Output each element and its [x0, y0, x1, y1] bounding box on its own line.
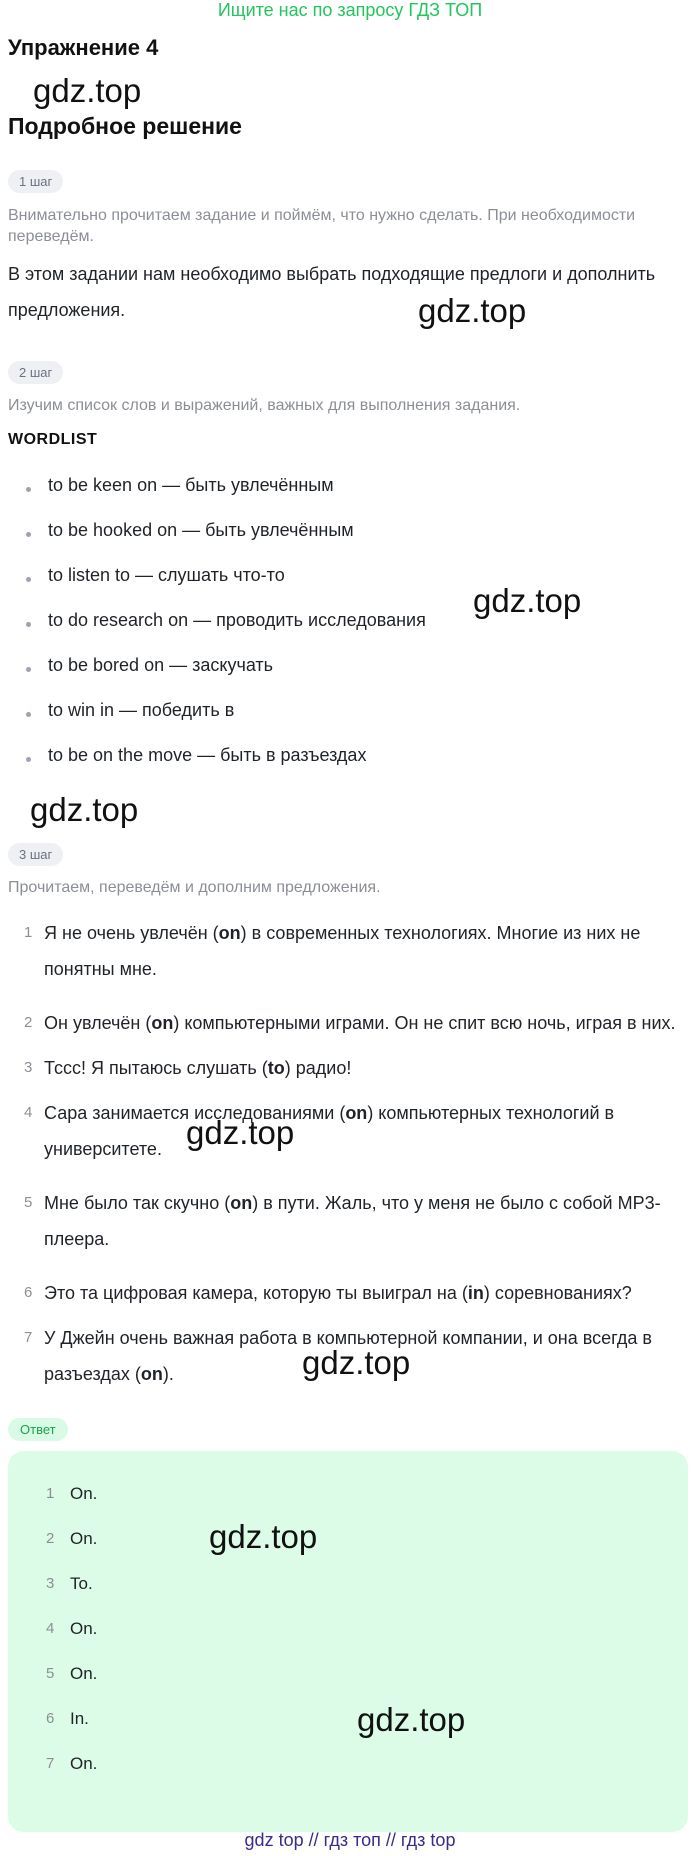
- sentence-text: Это та цифровая камера, которую ты выиграл на (: [44, 1283, 468, 1303]
- answer-word: on: [151, 1013, 174, 1033]
- sentence-text: ) радио!: [284, 1058, 352, 1078]
- item-number: 7: [46, 1755, 55, 1772]
- sentence-text: ) компьютерных технологий в университете.: [44, 1103, 615, 1159]
- section-title: Подробное решение: [8, 113, 242, 139]
- list-item: [8, 915, 694, 1005]
- step-badge: 3 шаг: [8, 843, 63, 866]
- item-number: 3: [46, 1575, 55, 1592]
- exercise-title: Упражнение 4: [8, 35, 159, 60]
- answer-text: On.: [70, 1664, 98, 1683]
- item-number: 6: [24, 1284, 33, 1301]
- answer-list: [46, 1484, 97, 1799]
- watermark: gdz.top: [473, 582, 582, 619]
- list-item: [8, 1005, 694, 1050]
- list-item: [46, 1484, 97, 1529]
- watermark: gdz.top: [209, 1518, 318, 1555]
- wordlist: [24, 475, 426, 790]
- watermark: gdz.top: [302, 1344, 411, 1381]
- item-number: 5: [46, 1665, 55, 1682]
- watermark: gdz.top: [30, 791, 139, 828]
- top-banner: Ищите нас по запросу ГДЗ ТОП: [217, 0, 483, 20]
- footer-links[interactable]: gdz top // гдз топ // гдз top: [244, 1830, 456, 1850]
- answer-word: on: [218, 923, 241, 943]
- item-number: 4: [24, 1104, 33, 1121]
- list-item: [8, 1275, 694, 1320]
- list-item: [8, 1095, 694, 1185]
- list-item: to listen to — слушать что-то: [24, 565, 426, 610]
- list-item: to be hooked on — быть увлечённым: [24, 520, 426, 565]
- step-text: В этом задании нам необходимо выбрать подходящие предлоги и дополнить предложения.: [8, 264, 656, 320]
- item-number: 5: [24, 1194, 33, 1211]
- answer-text: On.: [70, 1529, 98, 1548]
- watermark: gdz.top: [418, 292, 527, 329]
- list-item: [46, 1529, 97, 1574]
- item-number: 7: [24, 1329, 33, 1346]
- step-badge: 1 шаг: [8, 170, 63, 193]
- watermark: gdz.top: [357, 1701, 466, 1738]
- sentence-list: [8, 915, 694, 1410]
- list-item: [46, 1619, 97, 1664]
- sentence-text: Тссс! Я пытаюсь слушать (: [44, 1058, 268, 1078]
- list-item: [8, 1050, 694, 1095]
- sentence-text: У Джейн очень важная работа в компьютерной компании, и она всегда в разъездах (: [44, 1328, 652, 1384]
- answer-word: on: [345, 1103, 368, 1123]
- sentence-text: ) в пути. Жаль, что у меня не было с собой MP3-плеера.: [44, 1193, 661, 1249]
- item-number: 2: [46, 1530, 55, 1547]
- list-item: [46, 1709, 97, 1754]
- step-hint: Внимательно прочитаем задание и поймём, что нужно сделать. При необходимости переведём.: [8, 207, 636, 245]
- list-item: to win in — победить в: [24, 700, 426, 745]
- answer-text: On.: [70, 1484, 98, 1503]
- watermark: gdz.top: [33, 72, 142, 109]
- answer-word: in: [467, 1283, 484, 1303]
- answer-word: on: [140, 1364, 163, 1384]
- answer-text: On.: [70, 1754, 98, 1773]
- item-number: 1: [46, 1485, 55, 1502]
- list-item: to be keen on — быть увлечённым: [24, 475, 426, 520]
- sentence-text: Сара занимается исследованиями (: [44, 1103, 346, 1123]
- answer-word: on: [230, 1193, 253, 1213]
- sentence-text: ) в современных технологиях. Многие из них не понятны мне.: [44, 923, 641, 979]
- answer-text: In.: [70, 1709, 89, 1728]
- list-item: to be on the move — быть в разъездах: [24, 745, 426, 790]
- watermark: gdz.top: [186, 1114, 295, 1151]
- answer-badge: Ответ: [8, 1418, 68, 1441]
- wordlist-title: WORDLIST: [8, 431, 98, 448]
- list-item: [46, 1664, 97, 1709]
- sentence-text: ) компьютерными играми. Он не спит всю ночь, играя в них.: [173, 1013, 676, 1033]
- item-number: 3: [24, 1059, 33, 1076]
- item-number: 6: [46, 1710, 55, 1727]
- sentence-text: Мне было так скучно (: [44, 1193, 231, 1213]
- item-number: 1: [24, 924, 33, 941]
- list-item: to be bored on — заскучать: [24, 655, 426, 700]
- item-number: 4: [46, 1620, 55, 1637]
- list-item: [46, 1574, 97, 1619]
- sentence-text: Он увлечён (: [44, 1013, 152, 1033]
- list-item: [8, 1185, 694, 1275]
- sentence-text: ) соревнованиях?: [483, 1283, 632, 1303]
- answer-text: To.: [70, 1574, 93, 1593]
- list-item: to do research on — проводить исследования: [24, 610, 426, 655]
- step-hint: Прочитаем, переведём и дополним предложения.: [8, 879, 381, 896]
- answer-box: [8, 1451, 688, 1832]
- step-hint: Изучим список слов и выражений, важных для выполнения задания.: [8, 397, 521, 414]
- sentence-text: ).: [162, 1364, 174, 1384]
- item-number: 2: [24, 1014, 33, 1031]
- answer-text: On.: [70, 1619, 98, 1638]
- answer-word: to: [267, 1058, 285, 1078]
- sentence-text: Я не очень увлечён (: [44, 923, 219, 943]
- step-badge: 2 шаг: [8, 361, 63, 384]
- list-item: [46, 1754, 97, 1799]
